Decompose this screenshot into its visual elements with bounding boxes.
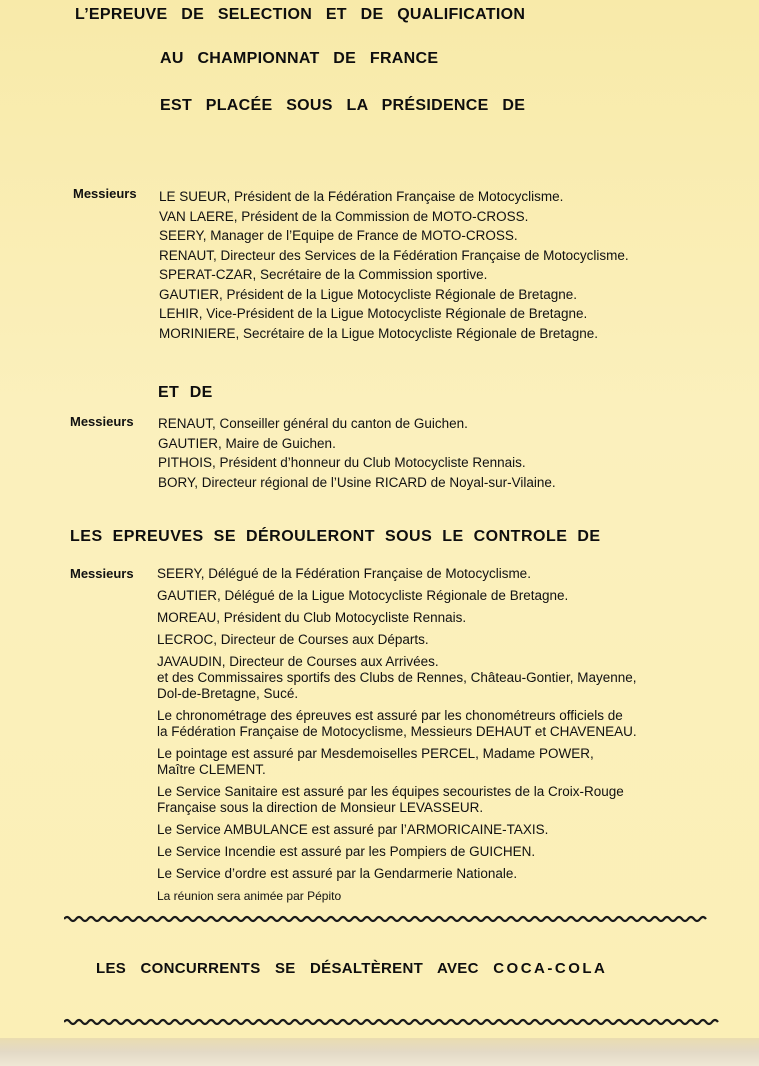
controle-list: [157, 566, 637, 904]
controle-item: Le Service AMBULANCE est assuré par l’ARMORICAINE-TAXIS.: [157, 822, 549, 837]
et-de-item: RENAUT, Conseiller général du canton de Guichen.: [158, 416, 468, 431]
presidence-item: MORINIERE, Secrétaire de la Ligue Motocycliste Régionale de Bretagne.: [159, 325, 598, 341]
heading-line-2: AU CHAMPIONNAT DE FRANCE: [160, 50, 439, 67]
controle-item: MOREAU, Président du Club Motocycliste Rennais.: [157, 610, 467, 625]
heading-line-1: L’EPREUVE DE SELECTION ET DE QUALIFICATION: [75, 6, 526, 23]
controle-item: Dol-de-Bretagne, Sucé.: [157, 686, 299, 701]
controle-item: Le Service Sanitaire est assuré par les équipes secouristes de la Croix-Rouge: [157, 784, 624, 799]
controle-item: Maître CLEMENT.: [157, 762, 266, 777]
controle-item: la Fédération Française de Motocyclisme, Messieurs DEHAUT et CHAVENEAU.: [157, 724, 637, 739]
wavy-divider-bottom: [64, 1018, 719, 1026]
presidence-item: VAN LAERE, Président de la Commission de MOTO-CROSS.: [159, 208, 529, 224]
controle-item: LECROC, Directeur de Courses aux Départs.: [157, 632, 429, 647]
messieurs-label-2: Messieurs: [70, 414, 134, 429]
animation-line: La réunion sera animée par Pépito: [157, 889, 342, 903]
presidence-item: GAUTIER, Président de la Ligue Motocycliste Régionale de Bretagne.: [159, 286, 577, 302]
controle-heading: LES EPREUVES SE DÉROULERONT SOUS LE CONTROLE DE: [70, 528, 601, 545]
messieurs-label-1: Messieurs: [73, 186, 137, 201]
presidence-item: RENAUT, Directeur des Services de la Fédération Française de Motocyclisme.: [159, 247, 629, 263]
et-de-item: BORY, Directeur régional de l’Usine RICARD de Noyal-sur-Vilaine.: [158, 474, 556, 490]
page-bottom-edge: [0, 1038, 759, 1066]
controle-item: Française sous la direction de Monsieur LEVASSEUR.: [157, 800, 484, 815]
et-de-list: [158, 414, 556, 492]
controle-item: JAVAUDIN, Directeur de Courses aux Arrivées.: [157, 654, 439, 669]
presidence-list: [159, 187, 629, 343]
et-de-heading: ET DE: [158, 384, 213, 401]
controle-item: Le Service d’ordre est assuré par la Gendarmerie Nationale.: [157, 866, 518, 881]
messieurs-label-3: Messieurs: [70, 566, 134, 581]
et-de-item: GAUTIER, Maire de Guichen.: [158, 435, 336, 451]
footer-slogan: [96, 960, 607, 977]
presidence-item: SPERAT-CZAR, Secrétaire de la Commission sportive.: [159, 267, 488, 282]
controle-item: Le pointage est assuré par Mesdemoiselles PERCEL, Madame POWER,: [157, 746, 594, 761]
heading-line-3: EST PLACÉE SOUS LA PRÉSIDENCE DE: [160, 97, 526, 114]
et-de-item: PITHOIS, Président d’honneur du Club Motocycliste Rennais.: [158, 455, 526, 470]
presidence-item: LE SUEUR, Président de la Fédération Française de Motocyclisme.: [159, 189, 564, 204]
controle-item: et des Commissaires sportifs des Clubs de Rennes, Château-Gontier, Mayenne,: [157, 670, 637, 685]
presidence-item: SEERY, Manager de l’Equipe de France de MOTO-CROSS.: [159, 228, 518, 243]
controle-item: SEERY, Délégué de la Fédération Française de Motocyclisme.: [157, 566, 531, 581]
wavy-divider-top: [64, 915, 719, 923]
controle-item: Le Service Incendie est assuré par les Pompiers de GUICHEN.: [157, 844, 536, 859]
footer-text: LES CONCURRENTS SE DÉSALTÈRENT AVEC: [96, 960, 479, 977]
controle-item: Le chronométrage des épreuves est assuré par les chonométreurs officiels de: [157, 708, 623, 723]
brand-name: COCA-COLA: [493, 960, 608, 977]
presidence-item: LEHIR, Vice-Président de la Ligue Motocycliste Régionale de Bretagne.: [159, 306, 588, 321]
controle-item: GAUTIER, Délégué de la Ligue Motocycliste Régionale de Bretagne.: [157, 588, 569, 603]
